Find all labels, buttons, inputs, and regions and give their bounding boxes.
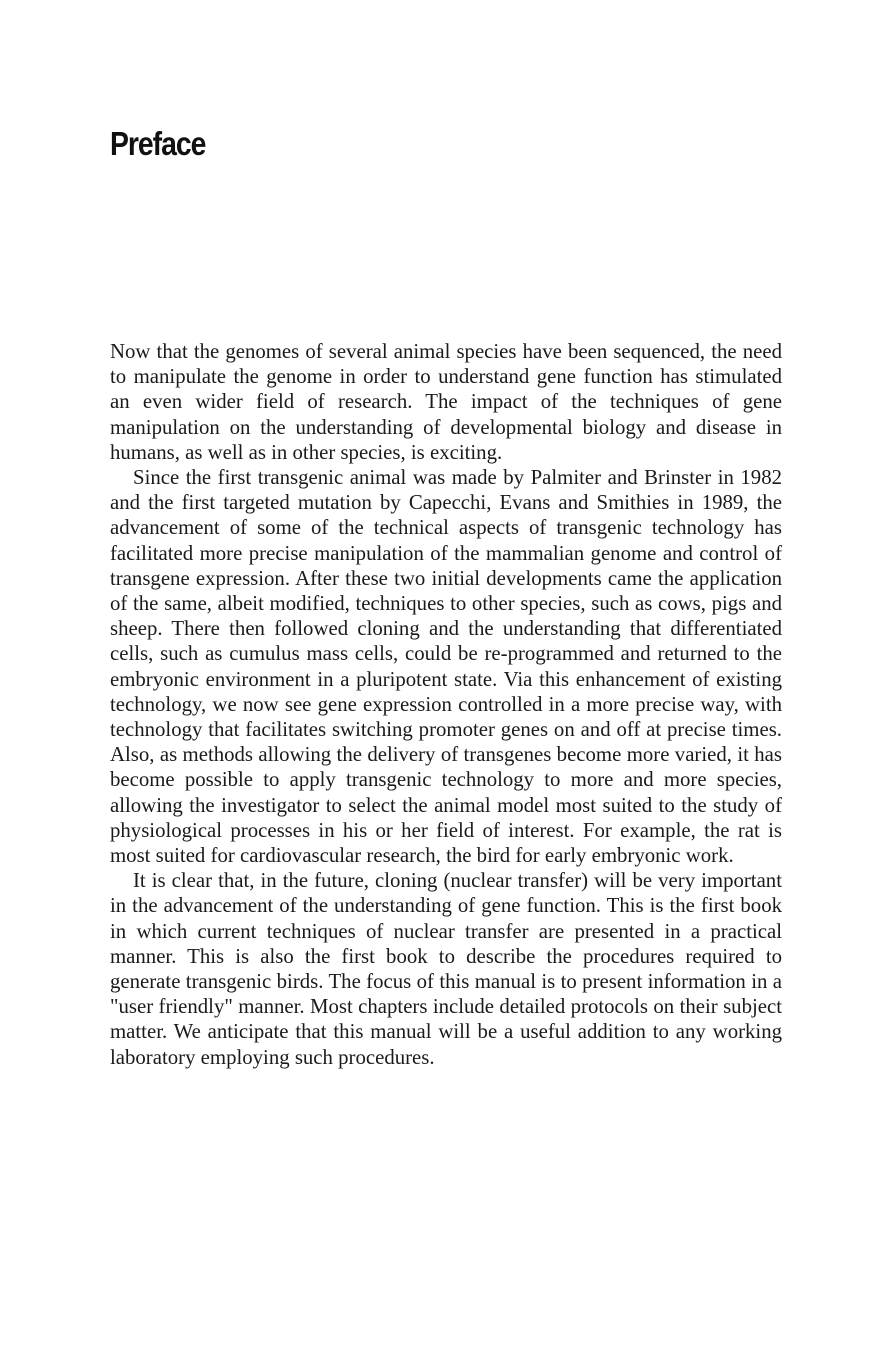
paragraph-1: Now that the genomes of several animal species have been sequenced, the need to manipulate the genome in order to understand gene function has stimulated an even wider field of research. The impact of the techniques of gene manipulation on the understanding of developmental biology and disease in humans, as well as in other species, is exciting. (110, 340, 782, 464)
preface-body (110, 339, 782, 1070)
page-title: Preface (110, 125, 206, 162)
paragraph-2: Since the first transgenic animal was made by Palmiter and Brinster in 1982 and the first targeted mutation by Capecchi, Evans and Smithies in 1989, the advancement of some of the technical aspects of transgenic technology has facilitated more precise manipulation of the mammalian genome and control of transgene expression. After these two initial developments came the application of the same, albeit modified, techniques to other species, such as cows, pigs and sheep. There then followed cloning and the understanding that differentiated cells, such as cumulus mass cells, could be re-programmed and returned to the embryonic environment in a pluripotent state. Via this enhancement of existing technology, we now see gene expression controlled in a more precise way, with technology that facilitates switching promoter genes on and off at precise times. Also, as methods allowing the delivery of transgenes become more varied, it has become possible to apply transgenic technology to more and more species, allowing the investigator to select the animal model most suited to the study of physiological processes in his or her field of interest. For example, the rat is most suited for cardiovascular research, the bird for early embryonic work. (110, 466, 782, 868)
paragraph-3: It is clear that, in the future, cloning (nuclear transfer) will be very important in the advancement of the understanding of gene function. This is the first book in which current techniques of nuclear transfer are presented in a practical manner. This is also the first book to describe the procedures required to generate transgenic birds. The focus of this manual is to present information in a "user friendly" manner. Most chapters include detailed protocols on their subject matter. We anticipate that this manual will be a useful addition to any working laboratory employing such procedures. (110, 869, 782, 1069)
